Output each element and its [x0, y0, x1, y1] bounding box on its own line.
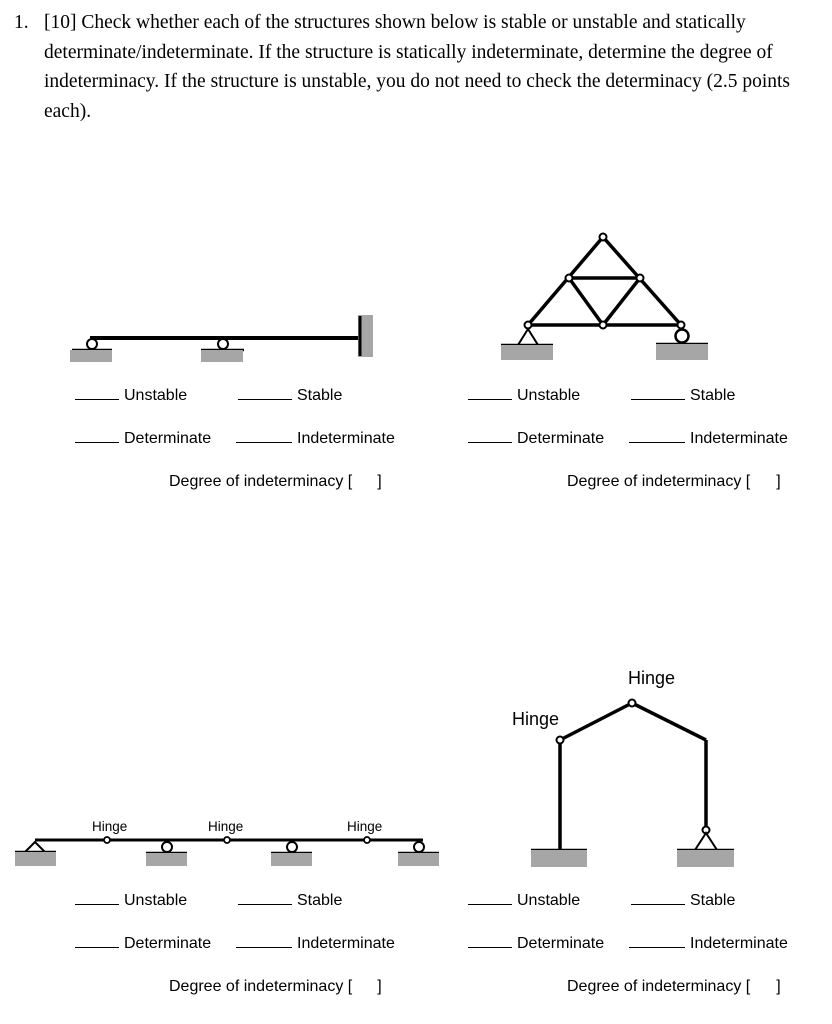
roller-support — [676, 330, 689, 343]
answer-blank[interactable] — [238, 892, 292, 905]
option-determinate[interactable]: Determinate — [468, 430, 604, 448]
truss-joint — [600, 322, 607, 329]
option-determinate[interactable]: Determinate — [468, 935, 604, 953]
roller-support-left — [87, 339, 97, 349]
option-unstable[interactable]: Unstable — [468, 387, 580, 405]
truss-joint — [566, 275, 573, 282]
answer-blank[interactable] — [75, 430, 119, 443]
hinge-icon — [364, 837, 370, 843]
answer-blank[interactable] — [75, 387, 119, 400]
hinge-icon — [557, 737, 564, 744]
option-determinate[interactable]: Determinate — [75, 430, 211, 448]
answer-blank[interactable] — [468, 935, 512, 948]
option-stable[interactable]: Stable — [631, 387, 735, 405]
answer-blank[interactable] — [629, 430, 685, 443]
option-indeterminate[interactable]: Indeterminate — [236, 430, 395, 448]
pin-support — [518, 329, 538, 345]
option-stable[interactable]: Stable — [238, 892, 342, 910]
truss-joint — [678, 322, 685, 329]
question-number: 1. — [14, 12, 29, 33]
hinge-label: Hinge — [512, 709, 560, 729]
ground-truss-right — [656, 344, 708, 360]
answer-blank[interactable] — [236, 935, 292, 948]
answer-blank[interactable] — [631, 387, 685, 400]
option-indeterminate[interactable]: Indeterminate — [236, 935, 395, 953]
answer-blank[interactable] — [629, 935, 685, 948]
pin-support — [695, 833, 717, 850]
answer-blank[interactable] — [468, 387, 512, 400]
fixed-ground — [531, 850, 587, 867]
degree-of-indeterminacy[interactable]: Degree of indeterminacy [ ] — [169, 978, 382, 995]
degree-of-indeterminacy[interactable]: Degree of indeterminacy [ ] — [567, 473, 781, 490]
answer-blank[interactable] — [468, 430, 512, 443]
figure-3-hinged-beam — [15, 837, 439, 866]
hinge-label: Hinge — [628, 668, 676, 688]
option-indeterminate[interactable]: Indeterminate — [629, 430, 788, 448]
ground-left — [70, 350, 112, 362]
roller-support-middle — [218, 339, 228, 349]
option-indeterminate[interactable]: Indeterminate — [629, 935, 788, 953]
answer-blank[interactable] — [238, 387, 292, 400]
pin-support — [25, 842, 45, 852]
ground-middle — [201, 350, 243, 362]
option-unstable[interactable]: Unstable — [75, 387, 187, 405]
option-stable[interactable]: Stable — [238, 387, 342, 405]
roller-support — [162, 842, 172, 852]
truss-joint — [600, 234, 607, 241]
hinge-label: Hinge — [208, 819, 244, 834]
option-unstable[interactable]: Unstable — [468, 892, 580, 910]
answer-blank[interactable] — [468, 892, 512, 905]
degree-of-indeterminacy[interactable]: Degree of indeterminacy [ ] — [567, 978, 781, 995]
hinge-icon — [629, 700, 636, 707]
question-text: [10] Check whether each of the structures shown below is stable or unstable and statically determinate/indeterminate. If the structure is statically indeterminate, determine the degree of indeterminacy. If the structure is unstable, you do not need to check the determinacy (2.5 points each). — [44, 12, 791, 122]
truss-joint — [637, 275, 644, 282]
figure-1-beam — [70, 315, 373, 362]
degree-of-indeterminacy[interactable]: Degree of indeterminacy [ ] — [169, 473, 382, 490]
option-stable[interactable]: Stable — [631, 892, 735, 910]
answer-blank[interactable] — [75, 892, 119, 905]
figure-2-truss — [501, 234, 708, 361]
hinge-label: Hinge — [92, 819, 128, 834]
hinge-icon — [104, 837, 110, 843]
hinge-icon — [224, 837, 230, 843]
figure-4-frame — [531, 700, 734, 868]
option-determinate[interactable]: Determinate — [75, 935, 211, 953]
answer-blank[interactable] — [236, 430, 292, 443]
hinge-label: Hinge — [347, 819, 383, 834]
answer-blank[interactable] — [631, 892, 685, 905]
ground-truss-left — [501, 345, 553, 360]
answer-blank[interactable] — [75, 935, 119, 948]
roller-support — [287, 842, 297, 852]
roller-support — [414, 842, 424, 852]
option-unstable[interactable]: Unstable — [75, 892, 187, 910]
